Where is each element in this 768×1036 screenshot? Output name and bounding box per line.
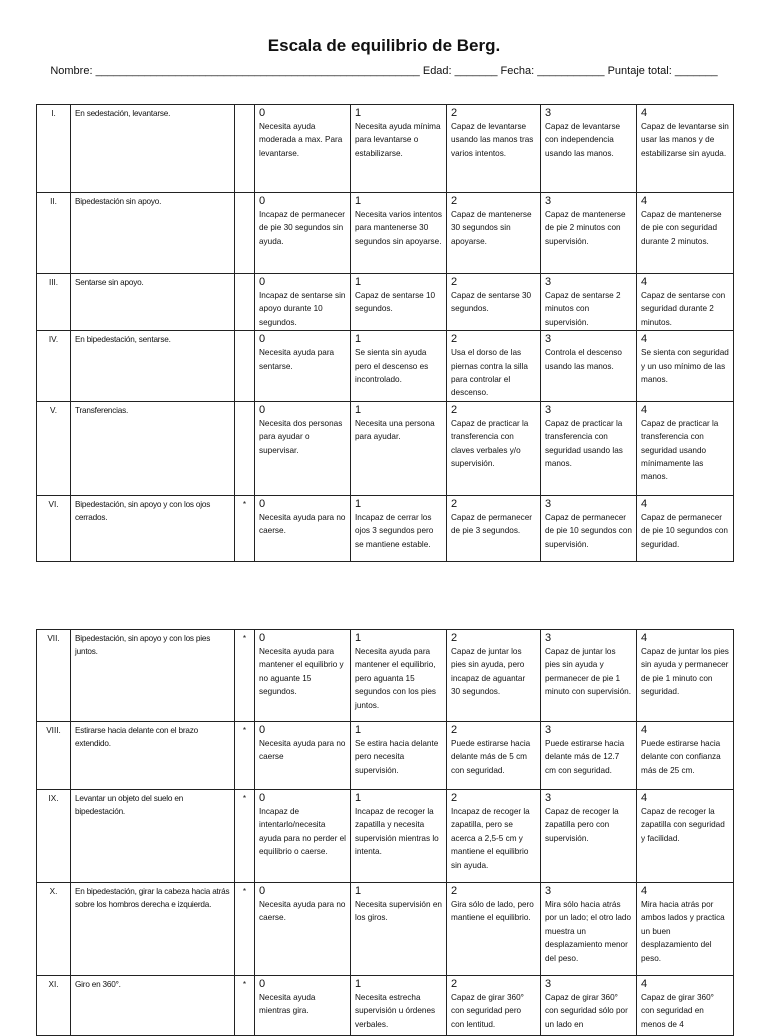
item-number: V.	[37, 401, 71, 495]
score-value: 0	[259, 107, 266, 119]
score-value: 0	[259, 792, 266, 804]
score-cell	[541, 105, 637, 193]
item-number: X.	[37, 883, 71, 976]
score-value: 4	[641, 978, 648, 990]
score-value: 2	[451, 195, 458, 207]
score-description: Capaz de juntar los pies sin ayuda y permanecer de pie 1 minuto con supervisión.	[545, 647, 632, 697]
score-cell	[255, 722, 351, 790]
score-cell	[637, 630, 734, 722]
score-cell	[255, 630, 351, 722]
item-number: III.	[37, 274, 71, 331]
table-row	[37, 105, 734, 193]
item-mark: *	[235, 495, 255, 561]
score-value: 3	[545, 403, 552, 416]
score-description: Incapaz de recoger la zapatilla, pero se acerca a 2,5-5 cm y mantiene el equilibrio sin ayuda.	[451, 807, 530, 870]
score-value: 1	[355, 403, 362, 416]
score-value: 0	[259, 333, 266, 346]
score-description: Necesita ayuda mientras gira.	[259, 993, 316, 1016]
score-description: Puede estirarse hacia delante con confianza más de 25 cm.	[641, 739, 721, 775]
score-value: 3	[545, 724, 552, 736]
score-value: 2	[451, 333, 458, 346]
table-row	[37, 722, 734, 790]
score-description: Se sienta sin ayuda pero el descenso es incontrolado.	[355, 348, 429, 385]
score-value: 3	[545, 792, 552, 804]
score-cell	[541, 495, 637, 561]
score-cell	[447, 883, 541, 976]
item-name: Bipedestación, sin apoyo y con los ojos cerrados.	[71, 495, 235, 561]
score-description: Necesita ayuda para mantener el equilibrio, pero aguanta 15 segundos con los pies juntos.	[355, 647, 437, 710]
score-cell	[447, 193, 541, 274]
score-value: 3	[545, 497, 552, 510]
score-value: 4	[641, 885, 648, 897]
score-value: 3	[545, 276, 552, 288]
item-mark	[235, 274, 255, 331]
score-value: 2	[451, 792, 458, 804]
score-description: Incapaz de intentarlo/necesita ayuda para no perder el equilibrio o caerse.	[259, 807, 346, 857]
score-value: 0	[259, 276, 266, 288]
score-value: 1	[355, 724, 362, 736]
score-cell	[351, 630, 447, 722]
score-description: Mira sólo hacia atrás por un lado; el otro lado muestra un desplazamiento menor del peso.	[545, 900, 632, 963]
item-number: XI.	[37, 976, 71, 1036]
score-cell	[255, 495, 351, 561]
table-row	[37, 193, 734, 274]
score-value: 0	[259, 403, 266, 416]
score-value: 2	[451, 632, 458, 644]
score-cell	[541, 630, 637, 722]
score-value: 1	[355, 497, 362, 510]
item-mark	[235, 331, 255, 402]
score-value: 3	[545, 195, 552, 207]
score-description: Incapaz de sentarse sin apoyo durante 10 segundos.	[259, 291, 346, 327]
score-value: 1	[355, 632, 362, 644]
item-number: I.	[37, 105, 71, 193]
score-description: Necesita ayuda para sentarse.	[259, 348, 335, 371]
score-value: 4	[641, 107, 648, 119]
document-title: Escala de equilibrio de Berg.	[267, 36, 501, 55]
item-mark: *	[235, 722, 255, 790]
score-cell	[637, 976, 734, 1036]
score-value: 1	[355, 333, 362, 346]
score-cell	[351, 790, 447, 883]
score-cell	[447, 630, 541, 722]
score-description: Capaz de mantenerse de pie con seguridad durante 2 minutos.	[641, 210, 722, 246]
score-value: 4	[641, 632, 648, 644]
score-value: 4	[641, 497, 648, 510]
score-description: Controla el descenso usando las manos.	[545, 348, 622, 371]
score-cell	[255, 105, 351, 193]
score-description: Necesita varios intentos para mantenerse 30 segundos sin apoyarse.	[355, 210, 442, 246]
score-cell	[447, 401, 541, 495]
score-description: Se sienta con seguridad y un uso mínimo de las manos.	[641, 348, 729, 385]
item-number: IX.	[37, 790, 71, 883]
score-cell	[255, 331, 351, 402]
score-description: Capaz de permanecer de pie 10 segundos con supervisión.	[545, 512, 632, 549]
berg-scale-table-part-1	[36, 104, 734, 562]
score-value: 1	[355, 792, 362, 804]
item-name: Levantar un objeto del suelo en bipedestación.	[71, 790, 235, 883]
score-description: Capaz de permanecer de pie 10 segundos con seguridad.	[641, 512, 728, 549]
score-description: Puede estirarse hacia delante más de 12.7 cm con seguridad.	[545, 739, 625, 775]
score-description: Capaz de girar 360° con seguridad en menos de 4	[641, 993, 714, 1029]
score-description: Capaz de recoger la zapatilla pero con supervisión.	[545, 807, 619, 843]
score-cell	[255, 401, 351, 495]
score-value: 4	[641, 792, 648, 804]
score-description: Capaz de sentarse 30 segundos.	[451, 291, 532, 314]
score-description: Necesita supervisión en los giros.	[355, 900, 442, 923]
score-cell	[447, 274, 541, 331]
item-number: VI.	[37, 495, 71, 561]
score-cell	[637, 790, 734, 883]
score-value: 2	[451, 276, 458, 288]
item-name: Estirarse hacia delante con el brazo extendido.	[71, 722, 235, 790]
score-cell	[541, 401, 637, 495]
item-number: VII.	[37, 630, 71, 722]
score-description: Puede estirarse hacia delante más de 5 cm con seguridad.	[451, 739, 531, 775]
score-description: Capaz de mantenerse 30 segundos sin apoyarse.	[451, 210, 532, 246]
score-value: 0	[259, 885, 266, 897]
patient-info-line: Nombre: _____________________________________________________ Edad: _______ Fecha: ___________ Puntaje total: _______	[50, 65, 718, 77]
score-cell	[351, 401, 447, 495]
score-value: 3	[545, 333, 552, 346]
table-row	[37, 495, 734, 561]
score-value: 2	[451, 403, 458, 416]
item-mark: *	[235, 630, 255, 722]
item-name: Bipedestación, sin apoyo y con los pies juntos.	[71, 630, 235, 722]
score-description: Capaz de recoger la zapatilla con seguridad y facilidad.	[641, 807, 725, 843]
item-number: II.	[37, 193, 71, 274]
score-value: 3	[545, 885, 552, 897]
score-cell	[541, 274, 637, 331]
score-cell	[637, 193, 734, 274]
score-description: Necesita ayuda moderada a max. Para levantarse.	[259, 122, 343, 158]
table-row	[37, 331, 734, 402]
score-description: Incapaz de recoger la zapatilla y necesita supervisión mientras lo intenta.	[355, 807, 439, 857]
score-description: Capaz de levantarse con independencia usando las manos.	[545, 122, 621, 158]
score-cell	[637, 105, 734, 193]
score-cell	[255, 976, 351, 1036]
score-description: Capaz de levantarse usando las manos tras varios intentos.	[451, 122, 534, 158]
item-mark: *	[235, 976, 255, 1036]
score-description: Capaz de girar 360° con seguridad sólo por un lado en	[545, 993, 628, 1029]
score-value: 1	[355, 978, 362, 990]
score-cell	[541, 331, 637, 402]
score-cell	[541, 790, 637, 883]
score-description: Mira hacia atrás por ambos lados y practica un buen desplazamiento del peso.	[641, 900, 725, 963]
score-value: 3	[545, 107, 552, 119]
item-number: VIII.	[37, 722, 71, 790]
score-value: 0	[259, 978, 266, 990]
score-cell	[541, 976, 637, 1036]
score-value: 4	[641, 195, 648, 207]
score-value: 0	[259, 497, 266, 510]
score-description: Incapaz de cerrar los ojos 3 segundos pero se mantiene estable.	[355, 512, 434, 549]
table-row	[37, 274, 734, 331]
score-cell	[637, 401, 734, 495]
score-cell	[351, 193, 447, 274]
score-cell	[351, 722, 447, 790]
score-description: Necesita ayuda mínima para levantarse o estabilizarse.	[355, 122, 441, 158]
score-cell	[351, 274, 447, 331]
score-value: 1	[355, 107, 362, 119]
item-mark: *	[235, 790, 255, 883]
item-number: IV.	[37, 331, 71, 402]
table-row	[37, 976, 734, 1036]
score-value: 0	[259, 632, 266, 644]
score-description: Necesita ayuda para mantener el equilibrio y no aguante 15 segundos.	[259, 647, 344, 697]
score-value: 4	[641, 333, 648, 346]
score-cell	[637, 883, 734, 976]
score-description: Capaz de juntar los pies sin ayuda, pero incapaz de aguantar 30 segundos.	[451, 647, 526, 697]
score-description: Capaz de practicar la transferencia con claves verbales y/o supervisión.	[451, 418, 529, 469]
score-value: 4	[641, 724, 648, 736]
score-description: Capaz de permanecer de pie 3 segundos.	[451, 512, 533, 536]
item-mark: *	[235, 883, 255, 976]
score-description: Necesita ayuda para no caerse.	[259, 512, 346, 536]
score-cell	[255, 883, 351, 976]
score-description: Capaz de mantenerse de pie 2 minutos con supervisión.	[545, 210, 626, 246]
score-cell	[637, 495, 734, 561]
score-description: Capaz de juntar los pies sin ayuda y permanecer de pie 1 minuto con seguridad.	[641, 647, 729, 697]
score-description: Capaz de sentarse con seguridad durante 2 minutos.	[641, 291, 726, 327]
item-name: Giro en 360°.	[71, 976, 235, 1036]
score-value: 1	[355, 195, 362, 207]
score-value: 3	[545, 632, 552, 644]
score-description: Usa el dorso de las piernas contra la silla para controlar el descenso.	[451, 348, 528, 398]
item-name: Transferencias.	[71, 401, 235, 495]
score-cell	[447, 331, 541, 402]
score-description: Capaz de practicar la transferencia con seguridad usando mínimamente las manos.	[641, 418, 719, 482]
score-value: 1	[355, 276, 362, 288]
score-value: 3	[545, 978, 552, 990]
score-value: 4	[641, 276, 648, 288]
score-value: 2	[451, 885, 458, 897]
score-cell	[255, 790, 351, 883]
score-cell	[351, 331, 447, 402]
score-cell	[447, 495, 541, 561]
score-description: Necesita estrecha supervisión u órdenes verbales.	[355, 993, 436, 1029]
table-row	[37, 401, 734, 495]
item-mark	[235, 105, 255, 193]
score-cell	[351, 495, 447, 561]
score-cell	[351, 105, 447, 193]
score-description: Incapaz de permanecer de pie 30 segundos sin ayuda.	[259, 210, 346, 246]
item-name: En sedestación, levantarse.	[71, 105, 235, 193]
score-value: 4	[641, 403, 648, 416]
score-cell	[637, 331, 734, 402]
score-cell	[541, 722, 637, 790]
score-description: Capaz de sentarse 2 minutos con supervisión.	[545, 291, 621, 327]
score-cell	[447, 105, 541, 193]
score-description: Capaz de practicar la transferencia con seguridad usando las manos.	[545, 418, 623, 469]
score-cell	[447, 976, 541, 1036]
score-description: Necesita una persona para ayudar.	[355, 418, 435, 442]
score-cell	[447, 722, 541, 790]
table-row	[37, 883, 734, 976]
score-cell	[541, 193, 637, 274]
score-value: 0	[259, 724, 266, 736]
score-value: 1	[355, 885, 362, 897]
score-description: Capaz de levantarse sin usar las manos y de estabilizarse sin ayuda.	[641, 122, 729, 158]
item-name: Sentarse sin apoyo.	[71, 274, 235, 331]
score-description: Se estira hacia delante pero necesita supervisión.	[355, 739, 439, 775]
score-cell	[637, 722, 734, 790]
item-mark	[235, 401, 255, 495]
score-cell	[255, 274, 351, 331]
score-description: Necesita ayuda para no caerse	[259, 739, 346, 762]
item-name: En bipedestación, girar la cabeza hacia atrás sobre los hombros derecha e izquierda.	[71, 883, 235, 976]
score-value: 2	[451, 978, 458, 990]
score-cell	[447, 790, 541, 883]
table-row	[37, 790, 734, 883]
score-description: Necesita dos personas para ayudar o supervisar.	[259, 418, 343, 455]
score-value: 2	[451, 497, 458, 510]
score-cell	[255, 193, 351, 274]
item-mark	[235, 193, 255, 274]
berg-scale-table-part-2	[36, 629, 734, 1036]
table-row	[37, 630, 734, 722]
item-name: Bipedestación sin apoyo.	[71, 193, 235, 274]
score-cell	[351, 883, 447, 976]
score-value: 0	[259, 195, 266, 207]
score-value: 2	[451, 724, 458, 736]
score-cell	[541, 883, 637, 976]
item-name: En bipedestación, sentarse.	[71, 331, 235, 402]
score-description: Capaz de girar 360° con seguridad pero con lentitud.	[451, 993, 524, 1029]
score-description: Capaz de sentarse 10 segundos.	[355, 291, 436, 314]
score-description: Necesita ayuda para no caerse.	[259, 900, 346, 923]
score-description: Gira sólo de lado, pero mantiene el equilibrio.	[451, 900, 534, 923]
score-value: 2	[451, 107, 458, 119]
score-cell	[637, 274, 734, 331]
score-cell	[351, 976, 447, 1036]
